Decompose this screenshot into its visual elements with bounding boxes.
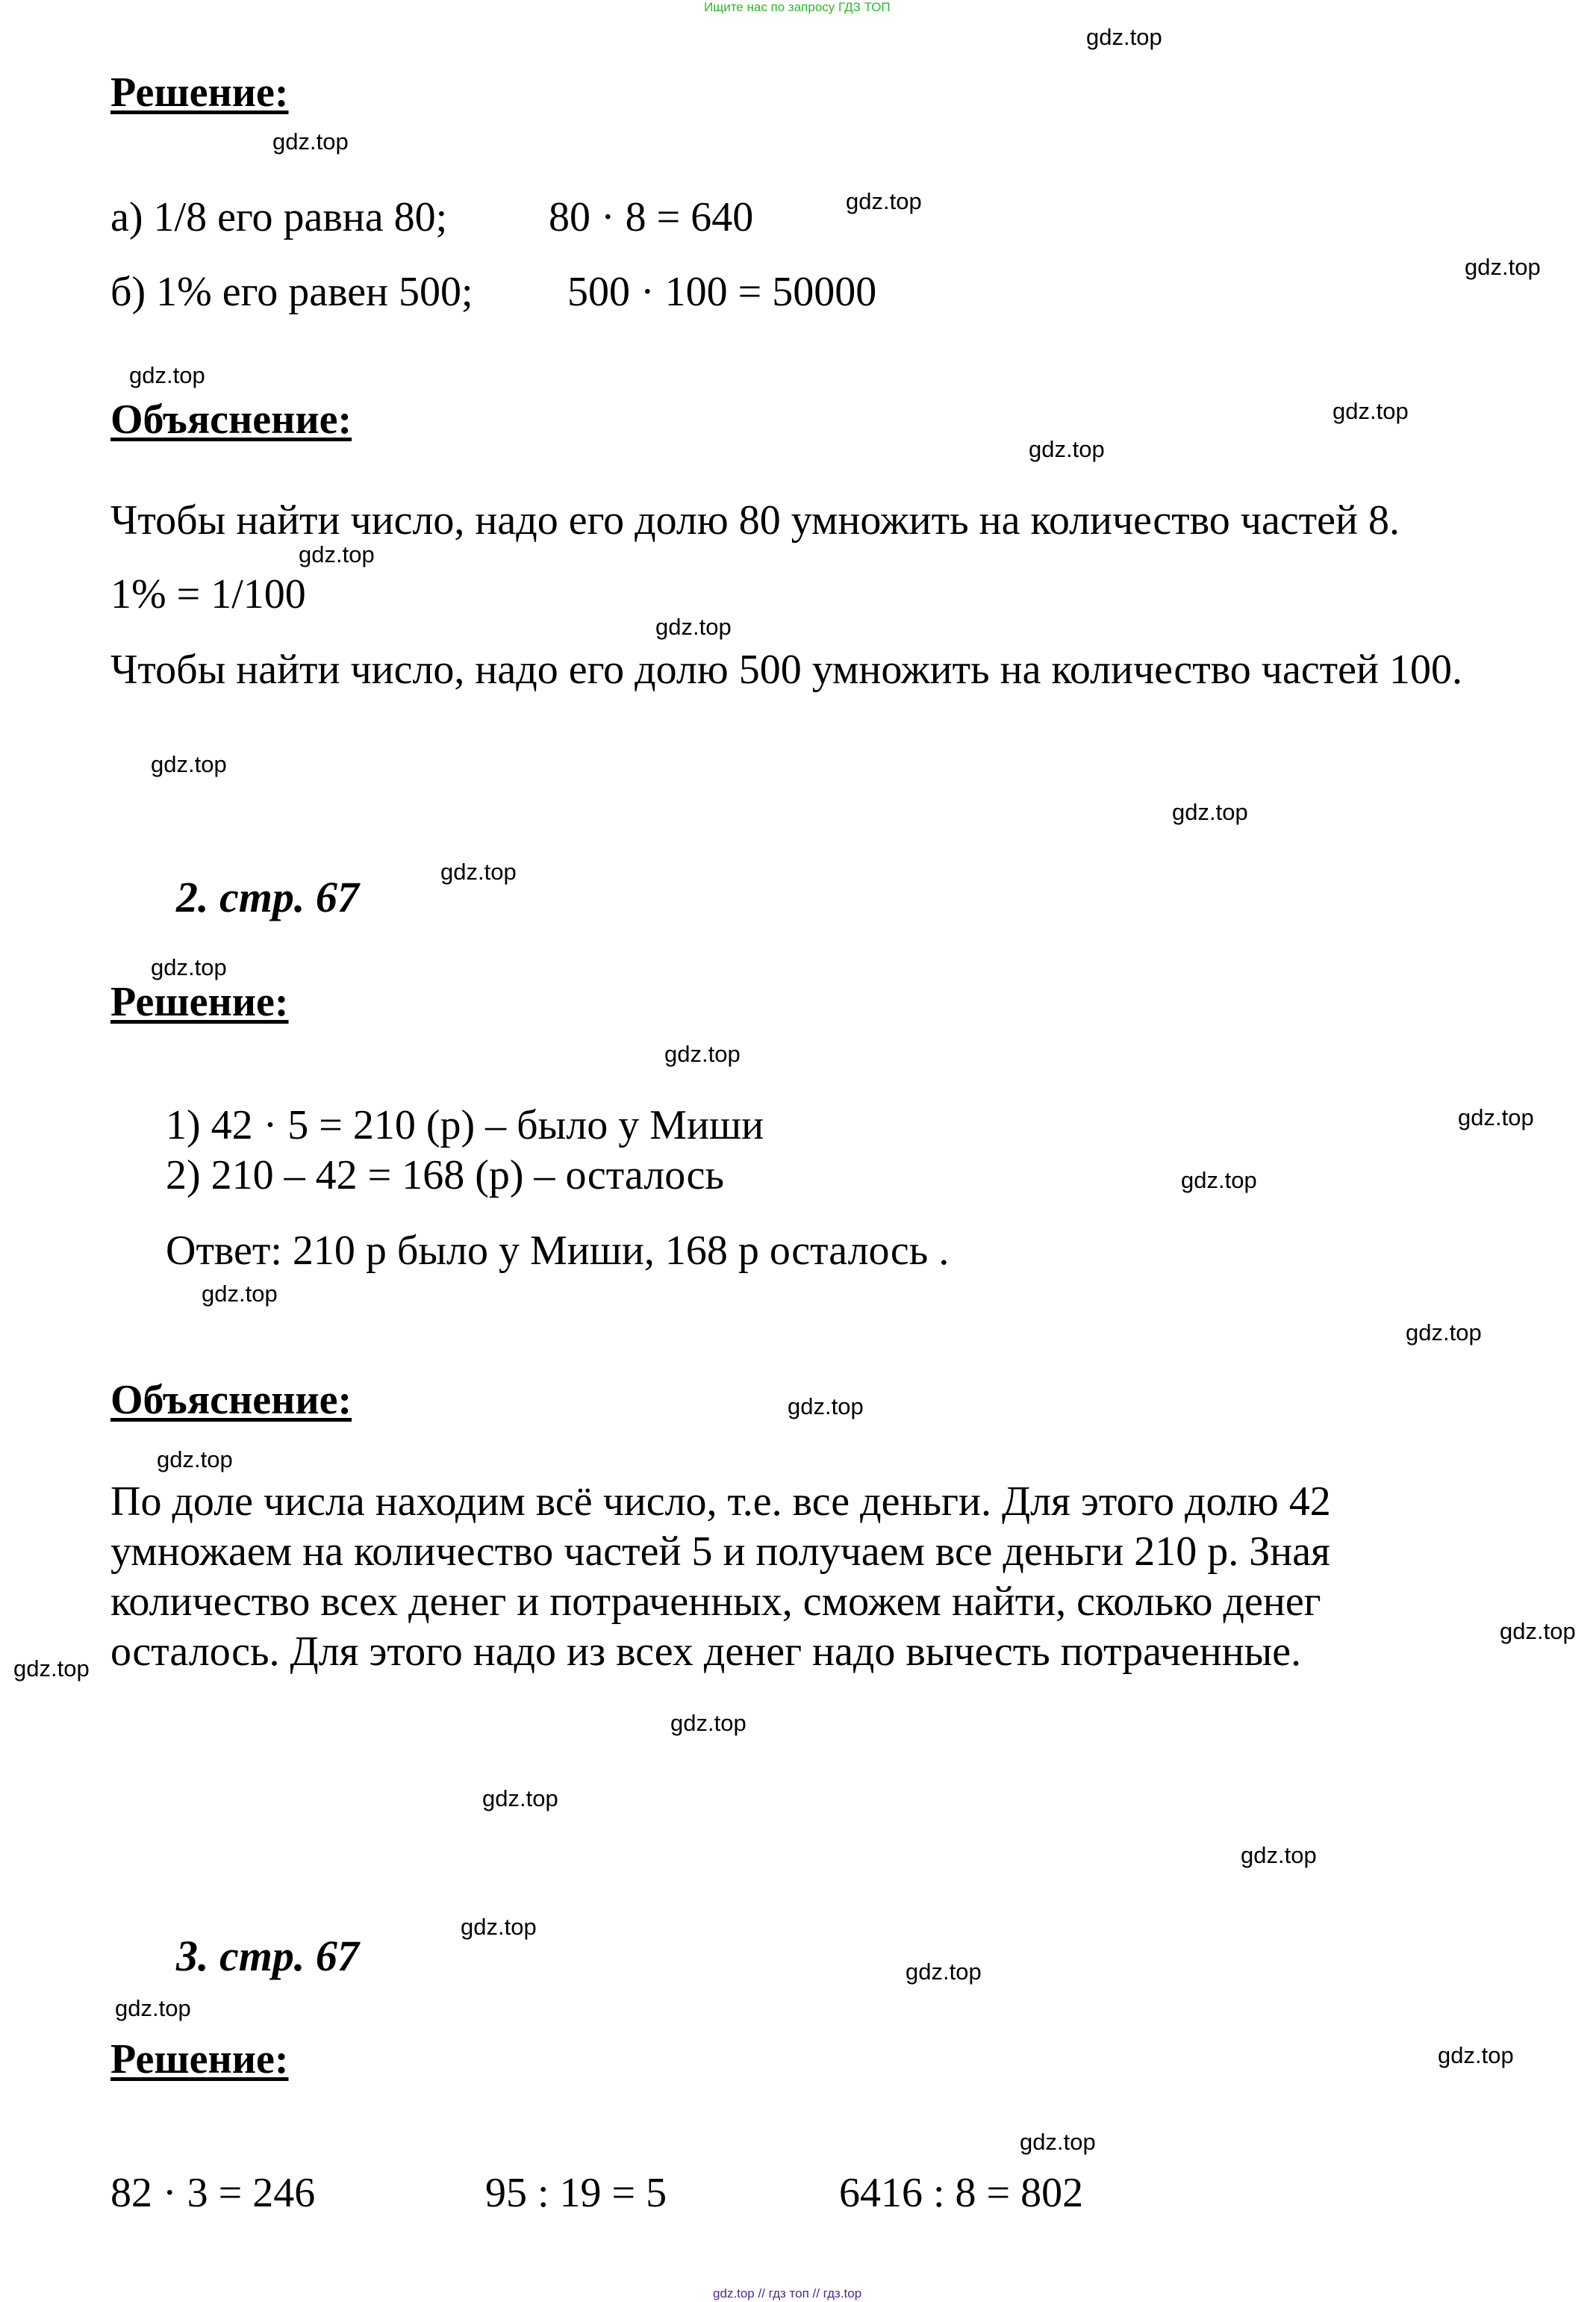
solution-heading-3: Решение: [110,2036,289,2082]
solution-heading-2: Решение: [110,979,289,1025]
watermark: gdz.top [655,614,732,640]
solution-heading-1: Решение: [110,69,289,116]
footer-links[interactable]: gdz.top // гдз топ // гдз.top [713,2286,862,2301]
answer-line: Ответ: 210 р было у Миши, 168 р осталось . [166,1228,950,1274]
solution-calc-a: 80 · 8 = 640 [549,194,754,240]
watermark: gdz.top [13,1655,90,1682]
watermark: gdz.top [151,751,227,777]
watermark: gdz.top [129,362,205,388]
watermark: gdz.top [272,128,349,155]
watermark: gdz.top [1458,1104,1534,1130]
watermark: gdz.top [1029,436,1105,462]
explanation-line-1: Чтобы найти число, надо его долю 80 умножить на количество частей 8. [110,497,1400,544]
calc-3: 6416 : 8 = 802 [839,2170,1084,2216]
task-title-2: 2. стр. 67 [176,873,359,921]
calc-2: 95 : 19 = 5 [485,2170,667,2216]
watermark: gdz.top [1465,254,1541,280]
watermark: gdz.top [1438,2042,1514,2068]
watermark: gdz.top [440,859,517,885]
watermark: gdz.top [202,1281,278,1307]
watermark: gdz.top [664,1041,741,1067]
watermark: gdz.top [1020,2129,1096,2155]
watermark: gdz.top [670,1710,746,1736]
watermark: gdz.top [299,541,375,567]
watermark: gdz.top [1172,799,1248,825]
solution-step-1: 1) 42 · 5 = 210 (р) – было у Миши [166,1102,764,1148]
solution-step-2: 2) 210 – 42 = 168 (р) – осталось [166,1152,725,1198]
watermark: gdz.top [1332,398,1409,424]
solution-calc-b: 500 · 100 = 50000 [567,269,877,315]
watermark: gdz.top [151,954,227,980]
watermark: gdz.top [1406,1319,1482,1346]
watermark: gdz.top [1181,1167,1257,1193]
calc-1: 82 · 3 = 246 [110,2170,316,2216]
watermark: gdz.top [461,1914,537,1940]
solution-line-b: б) 1% его равен 500; [110,269,473,315]
watermark: gdz.top [846,188,922,214]
explanation-heading-2: Объяснение: [110,1377,352,1423]
watermark: gdz.top [157,1446,233,1472]
watermark: gdz.top [1241,1842,1317,1868]
task-title-3: 3. стр. 67 [176,1932,359,1980]
solution-line-a: а) 1/8 его равна 80; [110,194,448,240]
watermark: gdz.top [1086,24,1162,50]
explanation-line-2: 1% = 1/100 [110,571,306,618]
explanation-paragraph: По доле числа находим всё число, т.е. все деньги. Для этого долю 42 умножаем на количество частей 5 и получаем все деньги 210 р. Зная количество всех денег и потраченных, сможем найти, сколько денег осталось. Для этого надо из всех денег надо вычесть потраченные. [110,1478,1331,1675]
explanation-heading-1: Объяснение: [110,396,352,443]
explanation-line-3: Чтобы найти число, надо его долю 500 умножить на количество частей 100. [110,647,1462,693]
top-search-link[interactable]: Ищите нас по запросу ГДЗ ТОП [704,0,891,14]
watermark: gdz.top [905,1959,982,1985]
watermark: gdz.top [788,1393,864,1419]
watermark: gdz.top [115,1995,191,2021]
watermark: gdz.top [1500,1618,1576,1644]
watermark: gdz.top [482,1785,558,1811]
